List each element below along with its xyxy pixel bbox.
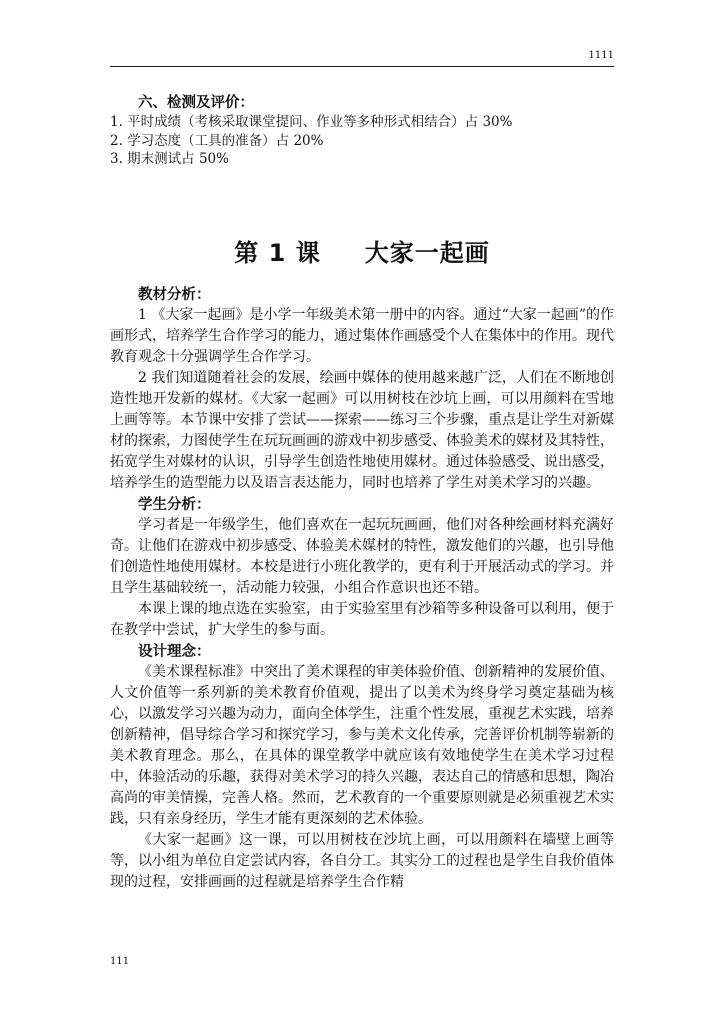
lesson-number: 第 1 课 — [234, 238, 321, 267]
student-analysis-paragraph-1: 学习者是一年级学生，他们喜欢在一起玩玩画画，他们对各种绘画材料充满好奇。让他们在游戏中初步感受、体验美术媒材的特性，激发他们的兴趣，也引导他们创造性地使用媒材。本校是进行小班化教学的，更有利于开展活动式的学习。并且学生基础较统一，活动能力较强，小组合作意识也还不错。 — [110, 516, 614, 596]
student-analysis-paragraph-2: 本课上课的地点选在实验室，由于实验室里有沙箱等多种设备可以利用，便于在教学中尝试，扩大学生的参与面。 — [110, 600, 614, 638]
section6-heading: 六、检测及评价： — [138, 94, 254, 111]
page-content — [110, 92, 614, 893]
footer-page-number: 111 — [110, 956, 130, 967]
material-analysis-heading: 教材分析： — [138, 285, 211, 303]
lesson-name: 大家一起画 — [364, 238, 490, 267]
header-page-number: 1111 — [588, 50, 614, 61]
material-analysis-paragraph-1: 1 《大家一起画》是小学一年级美术第一册中的内容。通过“大家一起画”的作画形式，培养学生合作学习的能力，通过集体作画感受个人在集体中的作用。现代教育观念十分强调学生合作学习。 — [110, 306, 614, 365]
lesson-title — [110, 233, 614, 268]
evaluation-item-3: 3. 期末测试占 50% — [110, 151, 229, 167]
header-rule — [110, 66, 614, 67]
student-analysis-heading: 学生分析： — [138, 495, 211, 513]
design-concept-heading: 设计理念： — [138, 642, 211, 660]
evaluation-item-1: 1. 平时成绩（考核采取课堂提问、作业等多种形式相结合）占 30% — [110, 114, 513, 130]
evaluation-item-2: 2. 学习态度（工具的准备）占 20% — [110, 132, 324, 149]
material-analysis-paragraph-2: 2 我们知道随着社会的发展，绘画中媒体的使用越来越广泛，人们在不断地创造性地开发新的媒材。《大家一起画》可以用树枝在沙坑上画，可以用颜料在雪地上画等等。本节课中安排了尝试——探索——练习三个步骤，重点是让学生对新媒材的探索，力图使学生在玩玩画画的游戏中初步感受、体验美术的媒材及其特性，拓宽学生对媒材的认识，引导学生创造性地使用媒材。通过体验感受、说出感受，培养学生的造型能力以及语言表达能力，同时也培养了学生对美术学习的兴趣。 — [110, 369, 614, 491]
design-concept-paragraph-1: 《美术课程标准》中突出了美术课程的审美体验价值、创新精神的发展价值、人文价值等一系列新的美术教育价值观，提出了以美术为终身学习奠定基础为核心，以激发学习兴趣为动力，面向全体学生，注重个性发展，重视艺术实践，培养创新精神，倡导综合学习和探究学习，参与美术文化传承，完善评价机制等崭新的美术教育理念。那么，在具体的课堂教学中就应该有效地使学生在美术学习过程中，体验活动的乐趣，获得对美术学习的持久兴趣，表达自己的情感和思想，陶冶高尚的审美情操，完善人格。然而，艺术教育的一个重要原则就是必须重视艺术实践，只有亲身经历，学生才能有更深刻的艺术体验。 — [110, 663, 614, 827]
design-concept-paragraph-2: 《大家一起画》这一课，可以用树枝在沙坑上画，可以用颜料在墙壁上画等等，以小组为单位自定尝试内容，各自分工。其实分工的过程也是学生自我价值体现的过程，安排画画的过程就是培养学生合作精 — [110, 831, 614, 890]
